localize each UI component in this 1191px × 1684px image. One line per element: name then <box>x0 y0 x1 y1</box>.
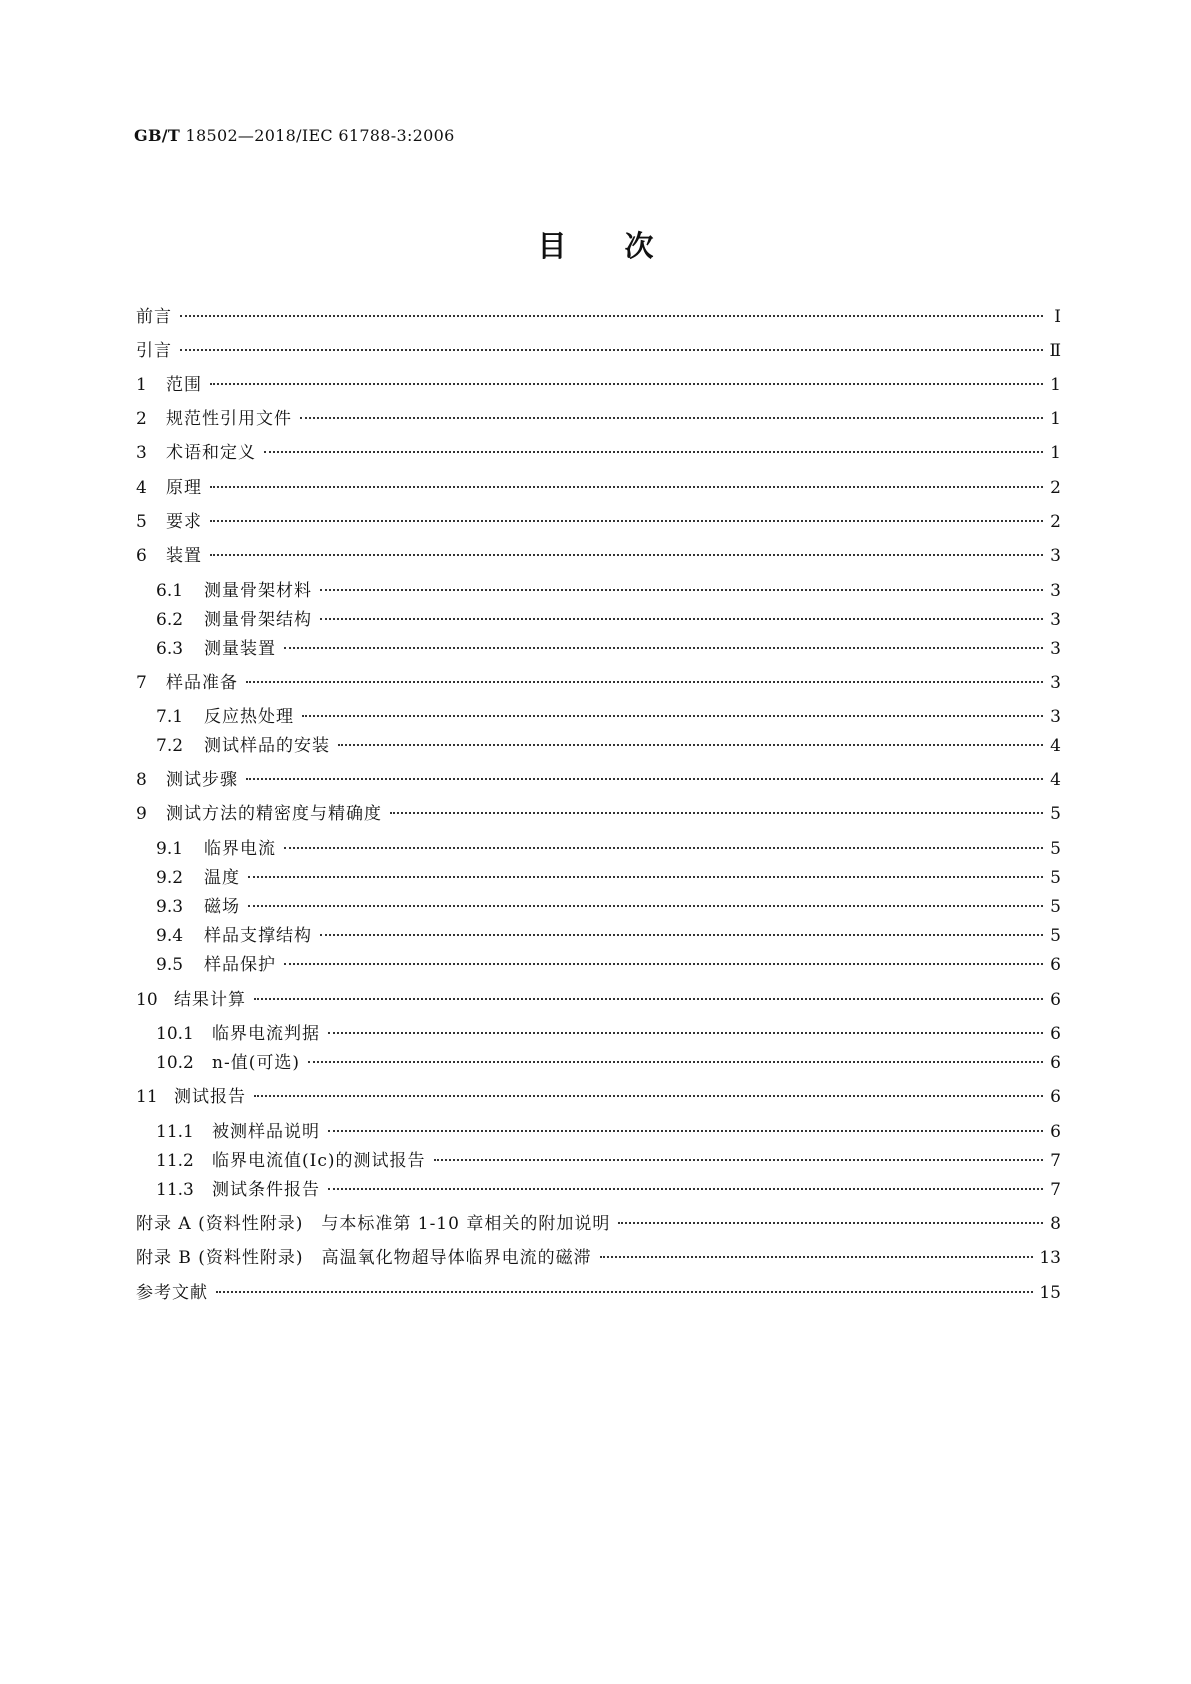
toc-leader-dots <box>390 812 1043 814</box>
toc-leader-dots <box>434 1159 1043 1161</box>
toc-leader-dots <box>302 715 1043 717</box>
toc-entry-references[interactable] <box>136 1282 1061 1304</box>
toc-entry-10-2[interactable] <box>156 1052 1061 1074</box>
toc-entry-label: 测试报告 <box>174 1087 246 1107</box>
toc-entry-label: 测试方法的精密度与精确度 <box>166 804 382 824</box>
toc-entry-label: 测试步骤 <box>166 770 238 790</box>
toc-entry-appendix-b[interactable] <box>136 1247 1061 1269</box>
toc-entry-number: 7 <box>136 673 147 693</box>
toc-leader-dots <box>264 451 1043 453</box>
document-code-prefix: GB/T <box>134 126 181 145</box>
toc-leader-dots <box>284 847 1043 849</box>
toc-entry-number: 10 <box>136 990 158 1010</box>
toc-entry-4[interactable] <box>136 477 1061 499</box>
toc-leader-dots <box>210 520 1043 522</box>
toc-entry-9-3[interactable] <box>156 896 1061 918</box>
toc-entry-8[interactable] <box>136 769 1061 791</box>
toc-leader-dots <box>320 589 1043 591</box>
toc-leader-dots <box>180 315 1043 317</box>
toc-entry-number: 7.1 <box>156 707 184 727</box>
toc-entry-page: 5 <box>1050 868 1061 888</box>
toc-entry-number: 9.2 <box>156 868 184 888</box>
toc-entry-page: 3 <box>1050 707 1061 727</box>
toc-entry-page: 1 <box>1050 443 1061 463</box>
toc-entry-label: 要求 <box>166 512 202 532</box>
toc-entry-6[interactable] <box>136 545 1061 567</box>
toc-entry-page: 3 <box>1050 639 1061 659</box>
toc-leader-dots <box>320 618 1043 620</box>
toc-leader-dots <box>284 647 1043 649</box>
toc-entry-label: 附录 B (资料性附录) 高温氧化物超导体临界电流的磁滞 <box>136 1248 592 1268</box>
toc-entry-number: 11.1 <box>156 1122 194 1142</box>
toc-entry-label: 样品支撑结构 <box>204 926 312 946</box>
toc-entry-7-2[interactable] <box>156 735 1061 757</box>
toc-entry-label: 临界电流 <box>204 839 276 859</box>
toc-entry-6-3[interactable] <box>156 638 1061 660</box>
toc-leader-dots <box>216 1291 1033 1293</box>
toc-entry-number: 6.1 <box>156 581 184 601</box>
toc-entry-number: 4 <box>136 478 147 498</box>
toc-entry-9-1[interactable] <box>156 838 1061 860</box>
toc-entry-label: 临界电流判据 <box>212 1024 320 1044</box>
toc-entry-label: 术语和定义 <box>166 443 256 463</box>
toc-entry-6-2[interactable] <box>156 609 1061 631</box>
toc-entry-page: 13 <box>1039 1248 1061 1268</box>
toc-entry-label: 结果计算 <box>174 990 246 1010</box>
toc-entry-page: 15 <box>1039 1283 1061 1303</box>
toc-entry-7[interactable] <box>136 672 1061 694</box>
toc-entry-2[interactable] <box>136 408 1061 430</box>
toc-entry-introduction[interactable] <box>136 340 1061 362</box>
toc-entry-number: 9.5 <box>156 955 184 975</box>
toc-entry-page: 5 <box>1050 897 1061 917</box>
toc-leader-dots <box>308 1061 1043 1063</box>
toc-entry-number: 10.1 <box>156 1024 194 1044</box>
toc-entry-number: 10.2 <box>156 1053 194 1073</box>
toc-entry-number: 6.2 <box>156 610 184 630</box>
toc-entry-page: 7 <box>1050 1151 1061 1171</box>
toc-entry-page: 6 <box>1050 955 1061 975</box>
toc-entry-page: 1 <box>1050 375 1061 395</box>
toc-entry-number: 2 <box>136 409 147 429</box>
toc-entry-number: 8 <box>136 770 147 790</box>
toc-leader-dots <box>618 1222 1043 1224</box>
toc-entry-label: 范围 <box>166 375 202 395</box>
toc-leader-dots <box>600 1256 1034 1258</box>
toc-title: 目次 <box>537 229 712 263</box>
toc-entry-page: 6 <box>1050 1122 1061 1142</box>
toc-leader-dots <box>338 744 1043 746</box>
toc-entry-page: 6 <box>1050 990 1061 1010</box>
toc-entry-label: 附录 A (资料性附录) 与本标准第 1-10 章相关的附加说明 <box>136 1214 611 1234</box>
toc-entry-number: 5 <box>136 512 147 532</box>
toc-leader-dots <box>180 349 1043 351</box>
toc-leader-dots <box>320 934 1043 936</box>
toc-entry-page: 8 <box>1050 1214 1061 1234</box>
toc-entry-number: 11 <box>136 1087 158 1107</box>
toc-entry-label: 前言 <box>136 307 172 327</box>
toc-entry-label: 测量骨架材料 <box>204 581 312 601</box>
toc-entry-page: 4 <box>1050 770 1061 790</box>
document-code-number: 18502—2018/IEC 61788-3:2006 <box>180 126 455 145</box>
toc-entry-appendix-a[interactable] <box>136 1213 1061 1235</box>
toc-entry-label: 反应热处理 <box>204 707 294 727</box>
toc-entry-label: 引言 <box>136 341 172 361</box>
toc-leader-dots <box>248 876 1043 878</box>
toc-entry-page: 3 <box>1050 546 1061 566</box>
toc-entry-page: 3 <box>1050 581 1061 601</box>
toc-leader-dots <box>246 778 1043 780</box>
toc-entry-label: n-值(可选) <box>212 1053 300 1073</box>
toc-entry-page: 5 <box>1050 804 1061 824</box>
toc-entry-page: Ⅰ <box>1054 307 1061 327</box>
toc-entry-label: 装置 <box>166 546 202 566</box>
toc-leader-dots <box>254 998 1043 1000</box>
toc-entry-page: 5 <box>1050 926 1061 946</box>
toc-entry-label: 样品保护 <box>204 955 276 975</box>
toc-entry-label: 测试条件报告 <box>212 1180 320 1200</box>
toc-entry-foreword[interactable] <box>136 306 1061 328</box>
toc-entry-page: 5 <box>1050 839 1061 859</box>
toc-entry-label: 原理 <box>166 478 202 498</box>
toc-entry-page: 3 <box>1050 673 1061 693</box>
toc-leader-dots <box>284 963 1043 965</box>
toc-entry-page: 6 <box>1050 1087 1061 1107</box>
toc-entry-1[interactable] <box>136 374 1061 396</box>
toc-entry-page: 1 <box>1050 409 1061 429</box>
toc-entry-number: 9.3 <box>156 897 184 917</box>
toc-entry-label: 临界电流值(Ic)的测试报告 <box>212 1151 426 1171</box>
toc-entry-number: 11.3 <box>156 1180 194 1200</box>
toc-entry-11[interactable] <box>136 1086 1061 1108</box>
toc-entry-number: 3 <box>136 443 147 463</box>
toc-entry-label: 测量骨架结构 <box>204 610 312 630</box>
toc-entry-11-2[interactable] <box>156 1150 1061 1172</box>
toc-leader-dots <box>210 486 1043 488</box>
toc-entry-5[interactable] <box>136 511 1061 533</box>
toc-entry-number: 7.2 <box>156 736 184 756</box>
toc-entry-11-1[interactable] <box>156 1121 1061 1143</box>
toc-leader-dots <box>246 681 1043 683</box>
toc-entry-10[interactable] <box>136 989 1061 1011</box>
toc-entry-page: 7 <box>1050 1180 1061 1200</box>
toc-entry-9-4[interactable] <box>156 925 1061 947</box>
toc-entry-page: 6 <box>1050 1053 1061 1073</box>
toc-entry-label: 规范性引用文件 <box>166 409 292 429</box>
toc-entry-7-1[interactable] <box>156 706 1061 728</box>
toc-entry-number: 11.2 <box>156 1151 194 1171</box>
toc-leader-dots <box>248 905 1043 907</box>
toc-entry-page: 2 <box>1050 478 1061 498</box>
toc-entry-number: 9 <box>136 804 147 824</box>
toc-entry-number: 6.3 <box>156 639 184 659</box>
toc-leader-dots <box>254 1095 1043 1097</box>
toc-leader-dots <box>210 554 1043 556</box>
toc-leader-dots <box>328 1188 1043 1190</box>
toc-leader-dots <box>328 1032 1043 1034</box>
toc-entry-3[interactable] <box>136 442 1061 464</box>
toc-entry-label: 样品准备 <box>166 673 238 693</box>
toc-entry-page: 2 <box>1050 512 1061 532</box>
toc-entry-page: 3 <box>1050 610 1061 630</box>
toc-entry-label: 参考文献 <box>136 1283 208 1303</box>
toc-entry-page: 4 <box>1050 736 1061 756</box>
toc-leader-dots <box>328 1130 1043 1132</box>
toc-entry-6-1[interactable] <box>156 580 1061 602</box>
toc-leader-dots <box>300 417 1043 419</box>
toc-entry-page: Ⅱ <box>1049 341 1061 361</box>
toc-entry-number: 1 <box>136 375 147 395</box>
toc-entry-9[interactable] <box>136 803 1061 825</box>
toc-entry-number: 9.4 <box>156 926 184 946</box>
toc-entry-label: 磁场 <box>204 897 240 917</box>
toc-entry-number: 6 <box>136 546 147 566</box>
toc-entry-label: 被测样品说明 <box>212 1122 320 1142</box>
toc-entry-number: 9.1 <box>156 839 184 859</box>
toc-leader-dots <box>210 383 1043 385</box>
toc-entry-page: 6 <box>1050 1024 1061 1044</box>
toc-entry-label: 温度 <box>204 868 240 888</box>
toc-entry-10-1[interactable] <box>156 1023 1061 1045</box>
toc-entry-label: 测量装置 <box>204 639 276 659</box>
toc-entry-9-2[interactable] <box>156 867 1061 889</box>
toc-entry-11-3[interactable] <box>156 1179 1061 1201</box>
toc-entry-9-5[interactable] <box>156 954 1061 976</box>
toc-entry-label: 测试样品的安装 <box>204 736 330 756</box>
